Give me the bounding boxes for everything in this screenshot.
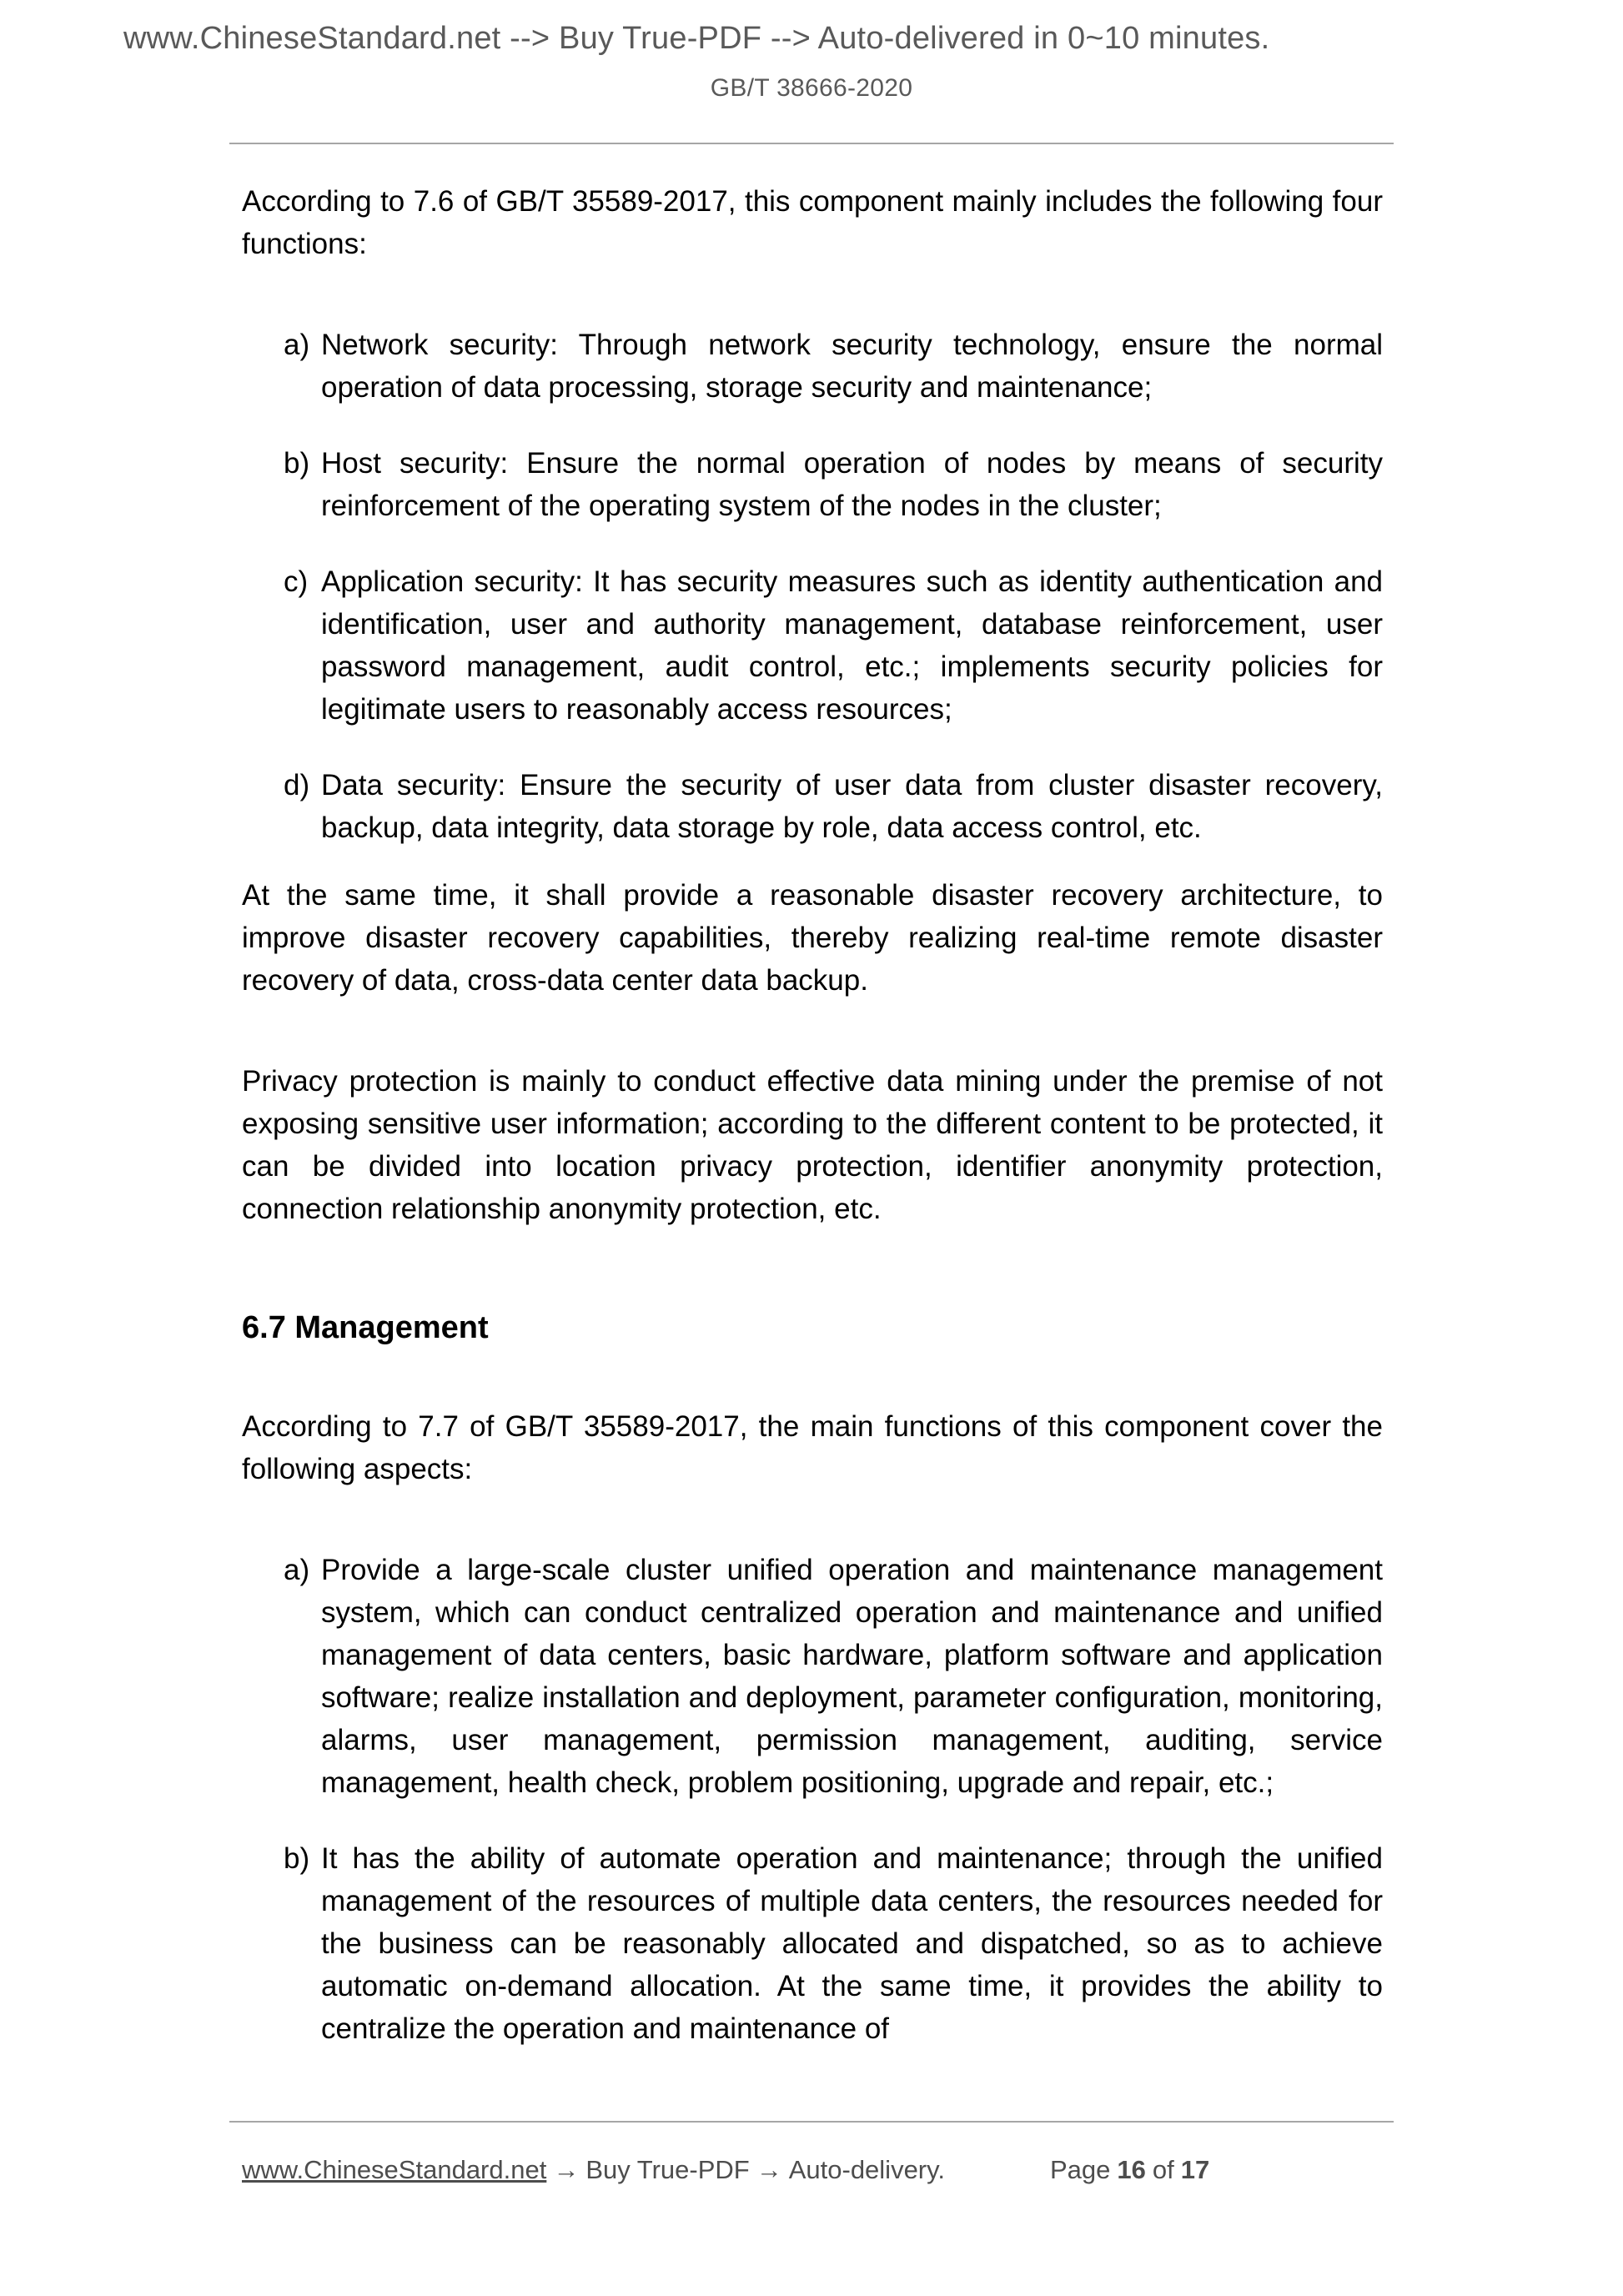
page-of-label: of [1152, 2155, 1174, 2184]
list-item-text: Network security: Through network security technology, ensure the normal operation of data processing, storage security and maintenance; [321, 329, 1383, 404]
list-item-text: Data security: Ensure the security of user data from cluster disaster recovery, backup, data integrity, data storage by role, data access control, etc. [321, 769, 1383, 844]
security-functions-list [242, 324, 1383, 849]
spacer [242, 1349, 1383, 1405]
document-body [242, 180, 1383, 2050]
list-marker: d) [284, 769, 310, 801]
spacer [242, 1035, 1383, 1060]
list-item-text: Provide a large-scale cluster unified operation and maintenance management system, which can conduct centralized operation and maintenance and unified management of data centers, basic hardware, platform software and application software; realize installation and deployment, parameter configuration, monitoring, alarms, user management, permission management, auditing, service management, health check, problem positioning, upgrade and repair, etc.; [321, 1554, 1383, 1799]
arrow-right-icon: → [553, 2155, 580, 2184]
privacy-protection-paragraph: Privacy protection is mainly to conduct effective data mining under the premise of not exposing sensitive user information; according to the different content to be protected, it can be divided into location privacy protection, identifier anonymity protection, connection relationship anonymity protection, etc. [242, 1065, 1383, 1225]
page-footer [242, 2152, 1401, 2188]
spacer [242, 1264, 1383, 1307]
spacer [242, 849, 1383, 874]
list-item [242, 1837, 1383, 2050]
list-marker: c) [284, 565, 309, 598]
page-label: Page [1049, 2155, 1111, 2184]
list-marker: b) [284, 447, 310, 480]
footer-site-link[interactable]: www.ChineseStandard.net [242, 2155, 547, 2184]
list-item-text: Host security: Ensure the normal operation of nodes by means of security reinforcement of the operating system of the nodes in the cluster; [321, 447, 1383, 522]
promo-banner: www.ChineseStandard.net --> Buy True-PDF --> Auto-delivered in 0~10 minutes. [123, 21, 1270, 56]
arrow-right-icon: → [756, 2155, 782, 2184]
list-item [242, 764, 1383, 849]
standard-code: GB/T 38666-2020 [710, 74, 913, 102]
list-marker: b) [284, 1842, 310, 1875]
footer-delivery-label: Auto-delivery. [788, 2155, 945, 2184]
intro-paragraph: According to 7.6 of GB/T 35589-2017, this component mainly includes the following four functions: [242, 185, 1383, 260]
page-header [0, 0, 1623, 103]
footer-divider [229, 2121, 1394, 2123]
page-total: 17 [1180, 2155, 1210, 2184]
list-item [242, 560, 1383, 731]
header-divider [229, 143, 1394, 144]
page-indicator [1050, 2152, 1213, 2188]
list-marker: a) [284, 1554, 310, 1586]
management-functions-list [242, 1549, 1383, 2050]
page-number: 16 [1117, 2155, 1146, 2184]
list-item [242, 1549, 1383, 1804]
list-item-text: Application security: It has security measures such as identity authentication and identification, user and authority management, database reinforcement, user password management, audit control, etc.; implements security policies for legitimate users to reasonably access resources; [321, 565, 1383, 726]
spacer [242, 299, 1383, 324]
list-item [242, 324, 1383, 409]
section-heading-management: 6.7 Management [242, 1310, 489, 1345]
disaster-recovery-paragraph: At the same time, it shall provide a reasonable disaster recovery architecture, to improve disaster recovery capabilities, thereby realizing real-time remote disaster recovery of data, cross-data center data backup. [242, 879, 1383, 997]
list-item [242, 442, 1383, 527]
management-intro-paragraph: According to 7.7 of GB/T 35589-2017, the main functions of this component cover the following aspects: [242, 1410, 1383, 1485]
footer-buy-label: Buy True-PDF [585, 2155, 750, 2184]
spacer [242, 1524, 1383, 1549]
list-marker: a) [284, 329, 310, 361]
list-item-text: It has the ability of automate operation and maintenance; through the unified management of the resources of multiple data centers, the resources needed for the business can be reasonably allocated and dispatched, so as to achieve automatic on-demand allocation. At the same time, it provides the ability to centralize the operation and maintenance of [321, 1842, 1383, 2045]
